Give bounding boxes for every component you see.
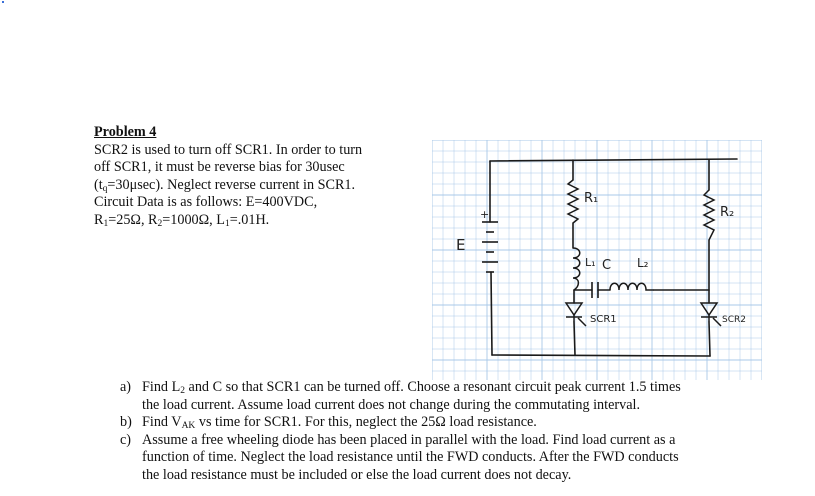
l2-inductor xyxy=(610,283,654,290)
label-scr2: SCR2 xyxy=(722,315,746,325)
qa-pre: Find L xyxy=(142,379,181,395)
tq-sub: q xyxy=(102,183,108,194)
label-l2: L₂ xyxy=(637,256,649,270)
scr1-thyristor xyxy=(566,303,586,326)
problem-title: Problem 4 xyxy=(94,124,157,140)
qb-post: vs time for SCR1. For this, neglect the 25Ω load resistance. xyxy=(195,414,537,431)
qb-sub: AK xyxy=(181,421,196,432)
question-c-line-2: function of time. Neglect the load resistance until the FWD conducts. After the FWD conducts xyxy=(142,449,679,466)
battery-source xyxy=(482,222,498,272)
r2-val: =1000Ω, xyxy=(162,211,217,228)
question-b xyxy=(120,414,780,432)
question-a-label: a) xyxy=(120,379,132,395)
problem-line-2: off SCR1, it must be reverse bias for 30usec xyxy=(94,159,345,176)
r1-sym: R xyxy=(94,211,104,228)
r1-resistor xyxy=(568,180,578,223)
label-scr1: SCR1 xyxy=(590,314,617,325)
question-a-line-2: the load current. Assume load current does not change during the commutating interval. xyxy=(142,396,640,413)
question-b-line-1 xyxy=(142,414,780,432)
corner-mark xyxy=(2,1,4,3)
question-list xyxy=(120,379,780,485)
r1-sub: 1 xyxy=(103,218,109,229)
label-l1: L₁ xyxy=(585,256,596,269)
question-c xyxy=(120,432,780,485)
problem-line-3 xyxy=(94,177,424,195)
problem-statement xyxy=(94,124,424,230)
problem-line-4: Circuit Data is as follows: E=400VDC, xyxy=(94,194,318,211)
l1-val: =.01H. xyxy=(229,211,270,228)
label-r2: R₂ xyxy=(720,205,735,220)
l1-sub: 1 xyxy=(224,218,230,229)
circuit-diagram xyxy=(432,140,762,380)
question-b-label: b) xyxy=(120,414,132,431)
r2-resistor xyxy=(704,190,714,240)
label-source-e: E xyxy=(456,236,466,254)
problem-line-1: SCR2 is used to turn off SCR1. In order to turn xyxy=(94,141,363,158)
label-cap: C xyxy=(602,258,612,273)
tq-pre: (t xyxy=(94,176,103,193)
r1-val: =25Ω, xyxy=(108,211,149,228)
label-source-plus: + xyxy=(480,208,490,221)
question-c-label: c) xyxy=(120,431,132,448)
qa-post: and C so that SCR1 can be turned off. Choose a resonant circuit peak current 1.5 times xyxy=(184,379,681,395)
qb-pre: Find V xyxy=(142,414,182,431)
l1-sym: L xyxy=(216,211,225,228)
r2-sub: 2 xyxy=(157,218,163,229)
question-a-line-1 xyxy=(142,379,780,397)
r2-sym: R xyxy=(148,211,158,228)
label-r1: R₁ xyxy=(584,191,599,206)
question-c-line-1: Assume a free wheeling diode has been placed in parallel with the load. Find load current as a xyxy=(142,431,676,448)
tq-post: =30μsec). Neglect reverse current in SCR1. xyxy=(107,176,356,193)
question-c-line-3: the load resistance must be included or else the load current does not decay. xyxy=(142,466,572,483)
qa-sub: 2 xyxy=(180,386,185,396)
circuit-wires xyxy=(490,159,737,356)
problem-line-5 xyxy=(94,212,424,230)
l1-inductor xyxy=(573,248,580,290)
graph-paper-grid xyxy=(432,140,762,380)
question-a xyxy=(120,379,780,414)
